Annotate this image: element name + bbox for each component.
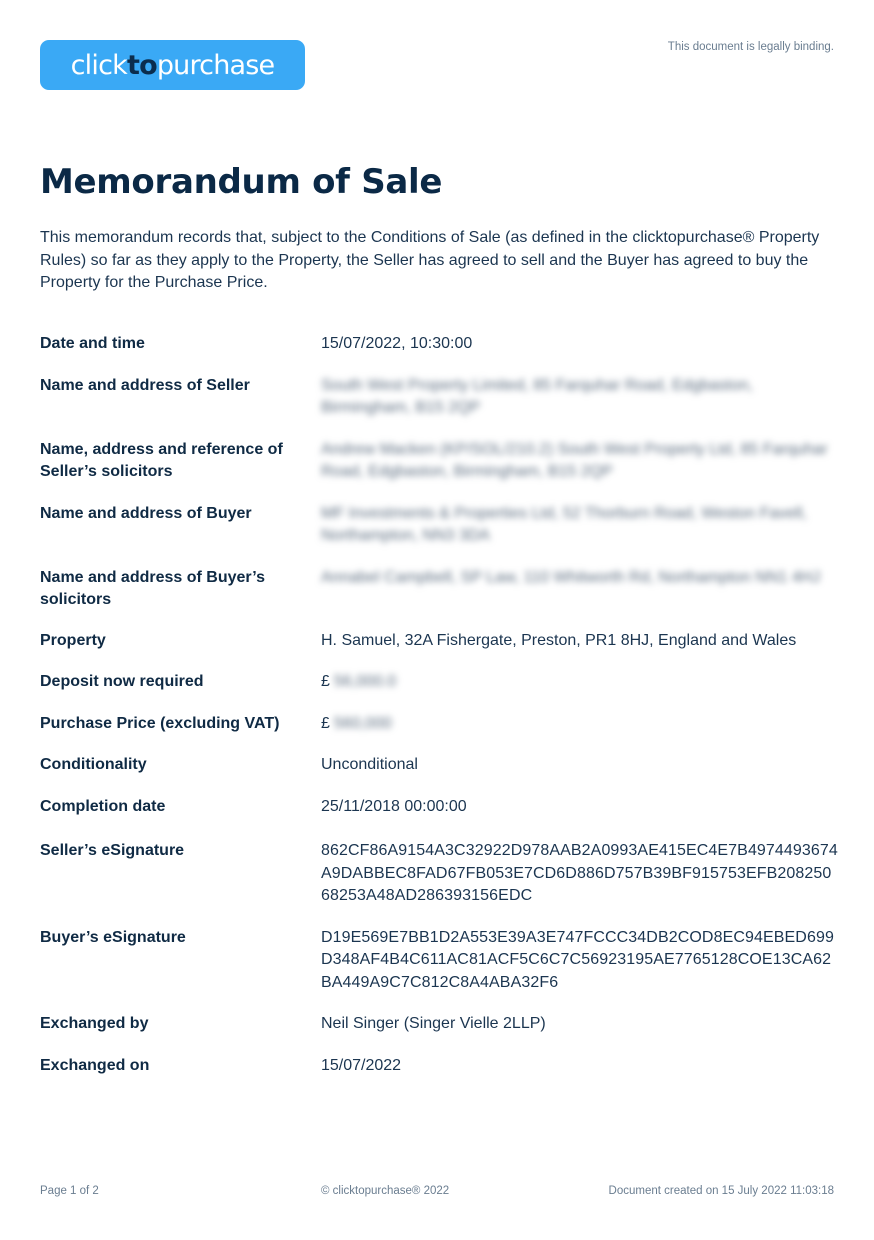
currency-symbol: £: [321, 673, 330, 690]
field-deposit: [40, 671, 840, 694]
field-value: 15/07/2022, 10:30:00: [321, 335, 473, 352]
redacted-value: Andrew Macken (KP/SOL/210.2) South West Property Ltd, 85 Farquhar Road, Edgbaston, Birmingham, B15 2QP: [321, 440, 828, 480]
clicktopurchase-logo: [40, 40, 305, 90]
field-value: Unconditional: [321, 756, 418, 773]
logo-text-click: click: [70, 49, 127, 81]
field-label: Exchanged by: [40, 1015, 149, 1032]
field-buyer: [40, 503, 840, 548]
redacted-value: MF Investments & Properties Ltd, 52 Thorburn Road, Weston Favell, Northampton, NN3 3DA: [321, 504, 807, 544]
field-label: Date and time: [40, 335, 145, 352]
field-purchase-price: [40, 713, 840, 736]
field-completion-date: [40, 796, 840, 819]
field-label: Name, address and reference of Seller’s solicitors: [40, 440, 283, 480]
field-label: Deposit now required: [40, 673, 204, 690]
intro-paragraph: This memorandum records that, subject to the Conditions of Sale (as defined in the clicktopurchase® Property Rules) so far as they apply to the Property, the Seller has agreed to sell and the Buyer has agreed to buy the Property for the Purchase Price.: [40, 229, 820, 291]
legal-binding-note: This document is legally binding.: [667, 41, 834, 53]
field-value: [321, 713, 840, 736]
page-number: Page 1 of 2: [40, 1185, 99, 1197]
field-seller: [40, 375, 840, 420]
field-property: [40, 630, 840, 653]
field-label: Conditionality: [40, 756, 147, 773]
copyright-notice: © clicktopurchase® 2022: [321, 1185, 450, 1197]
redacted-value: Annabel Campbell, SP Law, 110 Whitworth Rd, Northampton NN1 4HJ: [321, 568, 821, 586]
redacted-value: South West Property Limited, 85 Farquhar Road, Edgbaston, Birmingham, B15 2QP: [321, 376, 753, 416]
field-seller-solicitors: [40, 439, 840, 484]
field-exchanged-on: [40, 1055, 840, 1078]
field-conditionality: [40, 754, 840, 777]
field-buyer-esignature: [40, 927, 840, 995]
field-value: 25/11/2018 00:00:00: [321, 797, 467, 815]
currency-symbol: £: [321, 714, 330, 732]
field-label: Exchanged on: [40, 1056, 150, 1074]
field-value: 15/07/2022: [321, 1056, 402, 1074]
field-date-time: [40, 333, 840, 356]
field-label: Seller’s eSignature: [40, 842, 185, 859]
field-seller-esignature: [40, 840, 840, 908]
field-label: Purchase Price (excluding VAT): [40, 714, 280, 732]
memorandum-fields: [40, 333, 840, 1096]
logo-text-purchase: purchase: [156, 49, 275, 81]
buyer-signature-hash: D19E569E7BB1D2A553E39A3E747FCCC34DB2COD8EC94EBED699D348AF4B4C611AC81ACF5C6C7C56923195AE7765128COE13CA62BA449A9C7C812C8A4ABA32F6: [321, 928, 834, 991]
field-value: Neil Singer (Singer Vielle 2LLP): [321, 1015, 546, 1032]
field-exchanged-by: [40, 1013, 840, 1036]
field-label: Buyer’s eSignature: [40, 928, 186, 946]
field-label: Name and address of Buyer: [40, 504, 252, 522]
page-footer: [40, 1185, 834, 1197]
redacted-amount: 56,000.0: [333, 673, 397, 690]
redacted-amount: 560,000: [333, 714, 392, 732]
field-label: Name and address of Buyer’s solicitors: [40, 568, 265, 608]
logo-text-to: to: [126, 49, 157, 81]
seller-signature-hash: 862CF86A9154A3C32922D978AAB2A0993AE415EC4E7B4974493674A9DABBEC8FAD67FB053E7CD6D886D757B39BF915753EFB20825068253A48AD286393156EDC: [321, 842, 838, 904]
field-value: H. Samuel, 32A Fishergate, Preston, PR1 8HJ, England and Wales: [321, 631, 797, 649]
field-label: Property: [40, 631, 106, 649]
field-buyer-solicitors: [40, 567, 840, 611]
page-title: Memorandum of Sale: [40, 162, 443, 202]
document-created-timestamp: Document created on 15 July 2022 11:03:18: [608, 1185, 834, 1197]
field-label: Name and address of Seller: [40, 376, 250, 394]
field-label: Completion date: [40, 797, 166, 815]
field-value: [321, 671, 840, 694]
